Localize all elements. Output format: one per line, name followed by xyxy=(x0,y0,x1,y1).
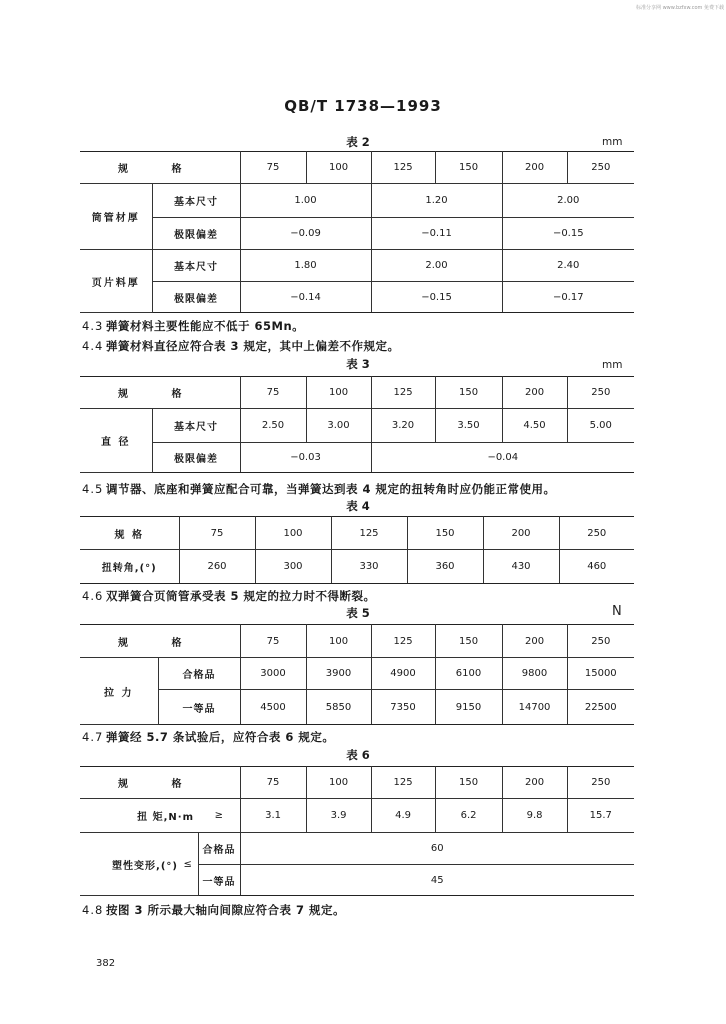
table3-cell: 2.50 xyxy=(240,409,306,443)
table6-header-row xyxy=(80,767,634,799)
table6-deform-label: 塑性变形,(°) xyxy=(80,833,178,896)
table6-cell: 4.9 xyxy=(371,799,435,833)
table2-size: 200 xyxy=(502,152,567,184)
table5-size: 200 xyxy=(502,625,567,658)
table4-spec-header: 规 格 xyxy=(80,517,179,550)
table2-cell: −0.15 xyxy=(502,218,634,250)
table5-row-label: 一等品 xyxy=(158,690,240,725)
clause-number: 4.6 xyxy=(82,589,104,603)
paragraph-4-7 xyxy=(82,729,334,745)
table2-caption: 表 2 xyxy=(346,135,370,149)
table2-size: 150 xyxy=(435,152,502,184)
table4-row-label: 扭转角,(°) xyxy=(80,550,179,584)
table5-unit: N xyxy=(612,604,622,619)
table5-size: 75 xyxy=(240,625,306,658)
table3-size: 200 xyxy=(502,377,567,409)
table4-header-row xyxy=(80,517,634,550)
clause-text: 弹簧经 5.7 条试验后，应符合表 6 规定。 xyxy=(106,730,335,744)
table2-cell: −0.11 xyxy=(371,218,502,250)
table2-cell: 1.80 xyxy=(240,250,371,282)
table4-caption: 表 4 xyxy=(346,499,370,513)
table5-group-label: 拉 力 xyxy=(80,658,158,725)
table2-row-label: 基本尺寸 xyxy=(152,184,240,218)
table2-row-label: 极限偏差 xyxy=(152,282,240,313)
table6-deform-symbol: ≤ xyxy=(178,833,198,896)
clause-number: 4.3 xyxy=(82,319,104,333)
table-row xyxy=(80,250,634,282)
table2-cell: −0.15 xyxy=(371,282,502,313)
paragraph-4-5 xyxy=(82,481,556,497)
table5-size: 150 xyxy=(435,625,502,658)
watermark-text: 标准分享网 www.bzfxw.com 免费下载 xyxy=(636,5,724,11)
table2-size: 125 xyxy=(371,152,435,184)
table4-size: 250 xyxy=(559,517,634,550)
table2-header-row xyxy=(80,152,634,184)
table3-size: 100 xyxy=(306,377,371,409)
table2-cell: −0.09 xyxy=(240,218,371,250)
table6-spec-header: 规 格 xyxy=(80,767,240,799)
table-row xyxy=(80,833,634,865)
table2-cell: 1.00 xyxy=(240,184,371,218)
table2-cell: 2.40 xyxy=(502,250,634,282)
clause-number: 4.4 xyxy=(82,339,104,353)
table-row xyxy=(80,443,634,473)
table6-cell: 45 xyxy=(240,865,634,896)
table6-cell: 15.7 xyxy=(567,799,634,833)
table3-cell: 3.00 xyxy=(306,409,371,443)
table5-cell: 3900 xyxy=(306,658,371,690)
paragraph-4-3 xyxy=(82,318,304,334)
clause-text: 弹簧材料直径应符合表 3 规定，其中上偏差不作规定。 xyxy=(106,339,400,353)
table2-cell: 2.00 xyxy=(371,250,502,282)
table5-cell: 9150 xyxy=(435,690,502,725)
table3-cell: 5.00 xyxy=(567,409,634,443)
table-row xyxy=(80,690,634,725)
table2-group-label: 筒管材厚 xyxy=(80,184,152,250)
table6-size: 125 xyxy=(371,767,435,799)
table6-cell: 6.2 xyxy=(435,799,502,833)
table6-caption: 表 6 xyxy=(346,748,370,762)
table5-size: 125 xyxy=(371,625,435,658)
table5-cell: 22500 xyxy=(567,690,634,725)
table5-caption: 表 5 xyxy=(346,606,370,620)
table2-spec-header: 规 格 xyxy=(80,152,240,184)
table4-size: 100 xyxy=(255,517,331,550)
table5-size: 100 xyxy=(306,625,371,658)
table6-size: 200 xyxy=(502,767,567,799)
table3-group-label: 直 径 xyxy=(80,409,152,473)
clause-text: 按图 3 所示最大轴向间隙应符合表 7 规定。 xyxy=(106,903,346,917)
table-row xyxy=(80,799,634,833)
table3-cell: −0.04 xyxy=(371,443,634,473)
table6-size: 250 xyxy=(567,767,634,799)
table-6 xyxy=(80,766,634,896)
table-3 xyxy=(80,376,634,473)
table2-cell: 2.00 xyxy=(502,184,634,218)
table3-header-row xyxy=(80,377,634,409)
table3-size: 125 xyxy=(371,377,435,409)
table3-cell: 3.50 xyxy=(435,409,502,443)
table3-row-label: 基本尺寸 xyxy=(152,409,240,443)
table4-cell: 460 xyxy=(559,550,634,584)
table5-cell: 15000 xyxy=(567,658,634,690)
table4-size: 75 xyxy=(179,517,255,550)
table5-cell: 14700 xyxy=(502,690,567,725)
table3-spec-header: 规 格 xyxy=(80,377,240,409)
table-row xyxy=(80,658,634,690)
table4-cell: 300 xyxy=(255,550,331,584)
table2-size: 250 xyxy=(567,152,634,184)
table5-size: 250 xyxy=(567,625,634,658)
table2-row-label: 极限偏差 xyxy=(152,218,240,250)
table4-size: 125 xyxy=(331,517,407,550)
clause-number: 4.7 xyxy=(82,730,104,744)
table5-cell: 5850 xyxy=(306,690,371,725)
table4-size: 200 xyxy=(483,517,559,550)
table-4 xyxy=(80,516,634,584)
page-number: 382 xyxy=(96,958,116,969)
table5-cell: 7350 xyxy=(371,690,435,725)
table2-cell: 1.20 xyxy=(371,184,502,218)
table6-torque-symbol: ≥ xyxy=(198,799,240,833)
table6-cell: 60 xyxy=(240,833,634,865)
table6-size: 100 xyxy=(306,767,371,799)
table5-spec-header: 规 格 xyxy=(80,625,240,658)
table4-cell: 260 xyxy=(179,550,255,584)
table5-cell: 4900 xyxy=(371,658,435,690)
table-row xyxy=(80,550,634,584)
table6-torque-label: 扭 矩,N·m xyxy=(80,799,198,833)
table3-unit: mm xyxy=(602,359,623,371)
table-row xyxy=(80,409,634,443)
table4-cell: 330 xyxy=(331,550,407,584)
table5-header-row xyxy=(80,625,634,658)
table3-row-label: 极限偏差 xyxy=(152,443,240,473)
paragraph-4-8 xyxy=(82,902,345,918)
table3-cell: 3.20 xyxy=(371,409,435,443)
table5-cell: 4500 xyxy=(240,690,306,725)
table2-size: 75 xyxy=(240,152,306,184)
table2-row-label: 基本尺寸 xyxy=(152,250,240,282)
table6-size: 75 xyxy=(240,767,306,799)
table2-cell: −0.17 xyxy=(502,282,634,313)
table3-cell: 4.50 xyxy=(502,409,567,443)
standard-number: QB/T 1738—1993 xyxy=(284,97,442,115)
paragraph-4-6 xyxy=(82,588,376,604)
table3-size: 250 xyxy=(567,377,634,409)
clause-text: 双弹簧合页筒管承受表 5 规定的拉力时不得断裂。 xyxy=(106,589,376,603)
table6-cell: 3.9 xyxy=(306,799,371,833)
table4-size: 150 xyxy=(407,517,483,550)
table3-cell: −0.03 xyxy=(240,443,371,473)
table6-row-label: 合格品 xyxy=(198,833,240,865)
table6-row-label: 一等品 xyxy=(198,865,240,896)
table-5 xyxy=(80,624,634,725)
table2-size: 100 xyxy=(306,152,371,184)
table4-cell: 430 xyxy=(483,550,559,584)
table2-group-label: 页片料厚 xyxy=(80,250,152,313)
table3-caption: 表 3 xyxy=(346,357,370,371)
paragraph-4-4 xyxy=(82,338,400,354)
table3-size: 150 xyxy=(435,377,502,409)
clause-number: 4.5 xyxy=(82,482,104,496)
table-row xyxy=(80,184,634,218)
table2-cell: −0.14 xyxy=(240,282,371,313)
table5-cell: 6100 xyxy=(435,658,502,690)
clause-number: 4.8 xyxy=(82,903,104,917)
table-row xyxy=(80,282,634,313)
table5-row-label: 合格品 xyxy=(158,658,240,690)
table3-size: 75 xyxy=(240,377,306,409)
table-2 xyxy=(80,151,634,313)
table6-cell: 9.8 xyxy=(502,799,567,833)
clause-text: 调节器、底座和弹簧应配合可靠，当弹簧达到表 4 规定的扭转角时应仍能正常使用。 xyxy=(106,482,556,496)
table-row xyxy=(80,218,634,250)
table6-size: 150 xyxy=(435,767,502,799)
table5-cell: 9800 xyxy=(502,658,567,690)
clause-text: 弹簧材料主要性能应不低于 65Mn。 xyxy=(106,319,305,333)
table5-cell: 3000 xyxy=(240,658,306,690)
table2-unit: mm xyxy=(602,136,623,148)
table4-cell: 360 xyxy=(407,550,483,584)
table6-cell: 3.1 xyxy=(240,799,306,833)
